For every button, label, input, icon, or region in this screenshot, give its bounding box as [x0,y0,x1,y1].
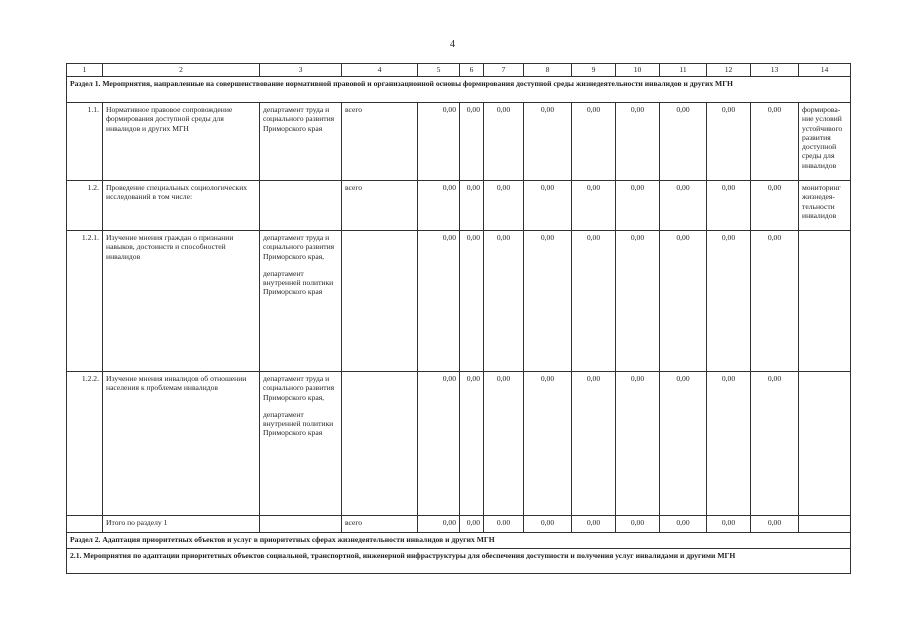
row-source: всего [342,516,418,533]
value-cell: 0,00 [616,231,660,372]
row-name: Проведение специальных социологических исследований в том числе: [103,181,260,231]
table-row [67,231,851,372]
value-cell: 0,00 [418,103,460,181]
column-header: 8 [524,64,572,77]
table-row [67,103,851,181]
value-cell: 0,00 [707,231,751,372]
value-cell: 0,00 [707,516,751,533]
page-number: 4 [450,39,455,50]
value-cell: 0,00 [460,103,484,181]
executor-text: департамент труда и социального развития Приморского края, [263,374,335,402]
value-cell: 0.00 [484,516,524,533]
value-cell: 0,00 [460,181,484,231]
column-header: 5 [418,64,460,77]
value-cell: 0,00 [707,372,751,516]
value-cell: 0,00 [418,516,460,533]
value-cell: 0,00 [418,181,460,231]
value-cell: 0,00 [460,231,484,372]
value-cell: 0,00 [707,181,751,231]
value-cell: 0,00 [660,231,707,372]
row-code [67,516,103,533]
column-header: 1 [67,64,103,77]
column-header: 11 [660,64,707,77]
value-cell: 0,00 [572,103,616,181]
value-cell: 0,00 [524,231,572,372]
value-cell: 0,00 [751,372,799,516]
value-cell: 0,00 [660,181,707,231]
row-source: всего [342,181,418,231]
measures-table [66,63,851,574]
row-result [799,231,851,372]
value-cell: 0,00 [418,372,460,516]
value-cell: 0,00 [484,372,524,516]
row-code: 1.2.2. [67,372,103,516]
executor-text: департамент внутренней политики Приморского края [263,268,334,297]
row-name: Нормативное правовое сопровождение формирования доступной среды для инвалидов и других МГН [103,103,260,181]
row-result: мониторинг жизнедея-тельности инвалидов [799,181,851,231]
row-executor [260,231,342,372]
value-cell: 0,00 [751,231,799,372]
row-result [799,516,851,533]
row-result [799,372,851,516]
value-cell: 0,00 [707,103,751,181]
row-source [342,231,418,372]
column-header: 13 [751,64,799,77]
column-header: 10 [616,64,660,77]
column-header: 2 [103,64,260,77]
value-cell: 0,00 [616,181,660,231]
value-cell: 0,00 [751,181,799,231]
value-cell: 0,00 [484,231,524,372]
section-1-title: Раздел 1. Мероприятия, направленные на совершенствование нормативной правовой и организационной основы формирования доступной среды жизнедеятельности инвалидов и других МГН [67,77,851,103]
row-name: Итого по разделу 1 [103,516,260,533]
value-cell: 0,00 [660,103,707,181]
executor-text: департамент труда и социального развития Приморского края, [263,233,335,261]
column-header: 4 [342,64,418,77]
column-header: 14 [799,64,851,77]
value-cell: 0,00 [524,516,572,533]
table-row [67,181,851,231]
value-cell: 0,00 [484,181,524,231]
section-2-title: Раздел 2. Адаптация приоритетных объектов и услуг в приоритетных сферах жизнедеятельности инвалидов и других МГН [67,533,851,549]
row-code: 1.2. [67,181,103,231]
row-result: формирова-ние условий устойчивого развития доступной среды для инвалидов [799,103,851,181]
section-row [67,549,851,574]
value-cell: 0,00 [524,181,572,231]
total-row [67,516,851,533]
value-cell: 0,00 [751,516,799,533]
section-row [67,533,851,549]
column-header: 6 [460,64,484,77]
row-code: 1.1. [67,103,103,181]
value-cell: 0,00 [660,372,707,516]
row-name: Изучение мнения граждан о признании навыков, достоинств и способностей инвалидов [103,231,260,372]
column-header: 9 [572,64,616,77]
executor-text: департамент труда и социального развития Приморского края [263,105,335,133]
value-cell: 0,00 [660,516,707,533]
value-cell: 0,00 [460,516,484,533]
value-cell: 0,00 [616,103,660,181]
subsection-2-1-title: 2.1. Мероприятия по адаптации приоритетных объектов социальной, транспортной, инженерной инфраструктуры для обеспечения доступности и получения услуг инвалидами и другими МГН [67,549,851,574]
row-executor [260,103,342,181]
value-cell: 0,00 [751,103,799,181]
row-name: Изучение мнения инвалидов об отношении населения к проблемам инвалидов [103,372,260,516]
value-cell: 0,00 [484,103,524,181]
value-cell: 0,00 [572,372,616,516]
row-executor [260,372,342,516]
row-executor [260,516,342,533]
value-cell: 0,00 [572,231,616,372]
executor-text: департамент внутренней политики Приморского края [263,409,334,438]
row-executor [260,181,342,231]
header-row [67,64,851,77]
value-cell: 0,00 [616,372,660,516]
value-cell: 0,00 [616,516,660,533]
value-cell: 0,00 [572,516,616,533]
value-cell: 0,00 [524,372,572,516]
value-cell: 0,00 [572,181,616,231]
column-header: 7 [484,64,524,77]
row-code: 1.2.1. [67,231,103,372]
column-header: 3 [260,64,342,77]
value-cell: 0,00 [460,372,484,516]
table-row [67,372,851,516]
section-row [67,77,851,103]
row-source [342,372,418,516]
column-header: 12 [707,64,751,77]
value-cell: 0,00 [524,103,572,181]
row-source: всего [342,103,418,181]
value-cell: 0,00 [418,231,460,372]
